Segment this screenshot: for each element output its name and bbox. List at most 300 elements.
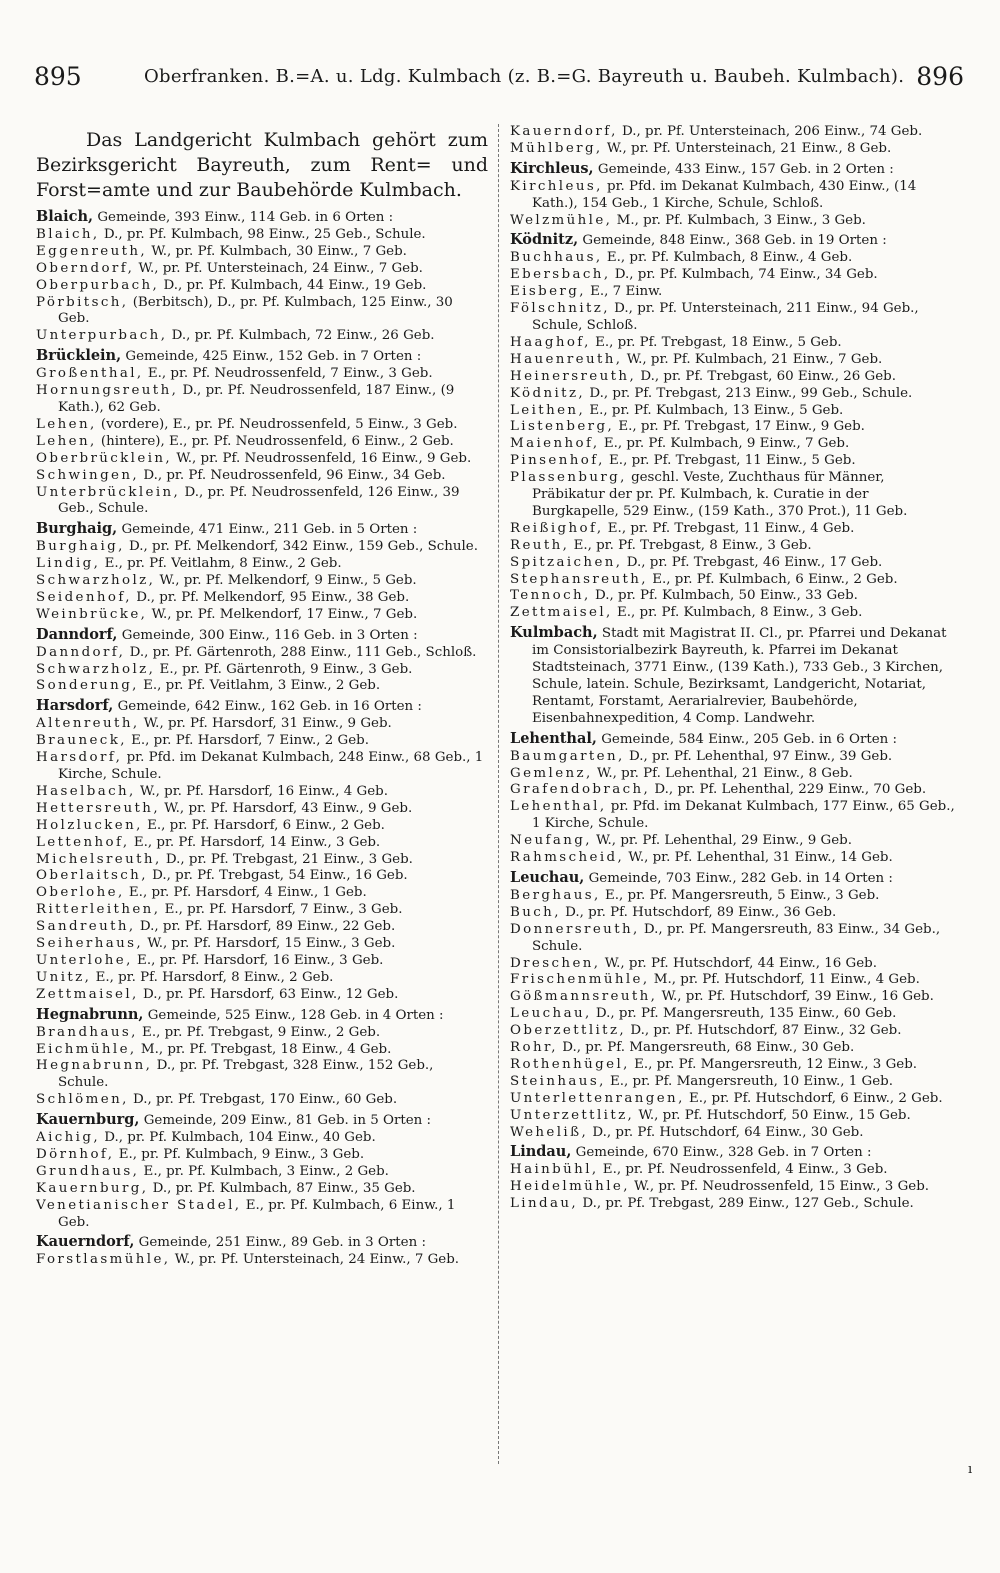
place-details: D., pr. Pf. Kulmbach, 104 Einw., 40 Geb.	[104, 1130, 376, 1146]
place-details: E., pr. Pf. Harsdorf, 14 Einw., 3 Geb.	[133, 834, 381, 850]
place-details: D., pr. Pf. Kulmbach, 72 Einw., 26 Geb.	[171, 328, 435, 344]
gemeinde-summary: Gemeinde, 670 Einw., 328 Geb. in 7 Orten :	[575, 1145, 872, 1161]
place-name: Dörnhof,	[36, 1146, 115, 1162]
place-details: E., pr. Pf. Kulmbach, 9 Einw., 3 Geb.	[118, 1146, 365, 1162]
gemeinde-block	[510, 124, 958, 158]
place-entry	[36, 383, 488, 417]
gemeinde-name: Danndorf,	[36, 625, 118, 643]
place-entry	[36, 607, 488, 624]
gemeinde-name: Kirchleus,	[510, 159, 594, 177]
gemeinde-block	[510, 161, 958, 230]
place-name: Unterlohe,	[36, 952, 133, 968]
place-entry	[510, 352, 958, 369]
gemeinde-block	[36, 1007, 488, 1109]
place-entry	[36, 573, 488, 590]
running-title: Oberfranken. B.=A. u. Ldg. Kulmbach (z. B.=G. Bayreuth u. Baubeh. Kulmbach).	[144, 66, 905, 87]
place-name: Pörbitsch,	[36, 294, 129, 310]
place-entry	[510, 1162, 958, 1179]
place-entry	[36, 919, 488, 936]
place-details: E., pr. Pf. Kulmbach, 3 Einw., 2 Geb.	[143, 1163, 389, 1179]
place-entry	[36, 1198, 488, 1232]
gemeinde-heading	[510, 625, 958, 727]
place-name: Schwarzholz,	[36, 573, 156, 589]
place-name: Danndorf,	[36, 644, 126, 660]
gemeinde-heading	[36, 521, 488, 539]
place-entry	[36, 539, 488, 556]
place-entry	[36, 1130, 488, 1147]
place-name: Oberlohe,	[36, 885, 125, 901]
gemeinde-heading	[510, 161, 958, 179]
place-details: D., pr. Pf. Trebgast, 328 Einw., 152 Geb., Schule.	[58, 1058, 434, 1091]
place-details: E., pr. Pf. Kulmbach, 6 Einw., 1 Geb.	[58, 1197, 456, 1230]
stray-mark: ı	[968, 1462, 973, 1477]
gemeinde-block	[510, 232, 958, 622]
gemeinde-name: Lindau,	[510, 1143, 572, 1161]
left-column	[36, 124, 488, 1564]
place-entry	[510, 470, 958, 521]
place-details: E., pr. Pf. Neudrossenfeld, 7 Einw., 3 Geb.	[147, 366, 433, 382]
place-details: pr. Pfd. im Dekanat Kulmbach, 248 Einw., 68 Geb., 1 Kirche, Schule.	[58, 750, 484, 782]
place-details: E., pr. Pf. Kulmbach, 13 Einw., 5 Geb.	[589, 402, 844, 418]
place-entry	[510, 453, 958, 470]
place-entry	[36, 278, 488, 295]
gemeinde-summary: Gemeinde, 251 Einw., 89 Geb. in 3 Orten :	[138, 1235, 426, 1251]
place-details: W., pr. Pf. Hutschdorf, 39 Einw., 16 Geb.	[661, 989, 934, 1005]
place-details: D., pr. Pf. Melkendorf, 342 Einw., 159 Geb., Schule.	[129, 539, 478, 555]
place-details: E., pr. Pf. Harsdorf, 8 Einw., 2 Geb.	[95, 969, 334, 985]
place-details: D., pr. Pf. Hutschdorf, 87 Einw., 32 Geb.	[630, 1023, 902, 1039]
place-entry	[36, 1147, 488, 1164]
place-details: W., pr. Pf. Kulmbach, 21 Einw., 7 Geb.	[626, 351, 883, 367]
place-name: Buchhaus,	[510, 250, 603, 266]
place-entry	[510, 782, 958, 799]
place-entry	[510, 179, 958, 213]
place-entry	[510, 799, 958, 833]
place-details: E., pr. Pf. Veitlahm, 3 Einw., 2 Geb.	[143, 678, 381, 694]
place-name: Weinbrücke,	[36, 606, 148, 622]
place-details: E., pr. Pf. Kulmbach, 8 Einw., 3 Geb.	[616, 605, 863, 621]
place-details: E., pr. Pf. Veitlahm, 8 Einw., 2 Geb.	[104, 556, 342, 572]
place-name: Rahmscheid,	[510, 850, 625, 866]
place-details: D., pr. Pf. Neudrossenfeld, 187 Einw., (9 Kath.), 62 Geb.	[58, 383, 455, 415]
place-entry	[510, 766, 958, 783]
gemeinde-block	[510, 1144, 958, 1213]
gemeinde-heading	[510, 232, 958, 250]
place-details: W., pr. Pf. Melkendorf, 17 Einw., 7 Geb.	[151, 606, 418, 622]
place-name: Mühlberg,	[510, 140, 603, 156]
place-details: E., pr. Pf. Trebgast, 18 Einw., 5 Geb.	[595, 334, 842, 350]
place-details: D., pr. Pf. Neudrossenfeld, 96 Einw., 34 Geb.	[143, 467, 446, 483]
place-name: Buch,	[510, 904, 561, 920]
place-details: D., pr. Pf. Hutschdorf, 64 Einw., 30 Geb.	[592, 1124, 864, 1140]
place-name: Maienhof,	[510, 436, 600, 452]
intro-paragraph: Das Landgericht Kulmbach gehört zum Bezirksgericht Bayreuth, zum Rent= und Forst=amte und zur Baubehörde Kulmbach.	[36, 129, 488, 201]
place-entry	[36, 1025, 488, 1042]
place-details: W., pr. Pf. Lehenthal, 31 Einw., 14 Geb.	[628, 850, 893, 866]
place-entry	[36, 485, 488, 519]
place-details: M., pr. Pf. Hutschdorf, 11 Einw., 4 Geb.	[653, 972, 920, 988]
place-name: Leithen,	[510, 402, 586, 418]
place-details: (vordere), E., pr. Pf. Neudrossenfeld, 5 Einw., 3 Geb.	[100, 416, 458, 432]
place-entry	[36, 1181, 488, 1198]
place-entry	[510, 572, 958, 589]
place-entry	[510, 267, 958, 284]
place-entry	[510, 1125, 958, 1142]
place-name: Holzlucken,	[36, 817, 143, 833]
place-details: D., pr. Pf. Kulmbach, 74 Einw., 34 Geb.	[614, 267, 878, 283]
place-name: Grundhaus,	[36, 1163, 140, 1179]
place-name: Hettersreuth,	[36, 800, 160, 816]
place-entry	[510, 335, 958, 352]
place-entry	[36, 801, 488, 818]
left-column-blocks	[36, 209, 488, 1269]
gemeinde-summary: Gemeinde, 300 Einw., 116 Geb. in 3 Orten :	[121, 627, 418, 643]
place-details: D., pr. Pf. Gärtenroth, 288 Einw., 111 Geb., Schloß.	[129, 644, 477, 660]
place-entry	[510, 1091, 958, 1108]
place-details: E., pr. Pf. Trebgast, 17 Einw., 9 Geb.	[618, 419, 865, 435]
place-entry	[510, 1057, 958, 1074]
gemeinde-summary: Gemeinde, 642 Einw., 162 Geb. in 16 Orten :	[117, 699, 422, 715]
place-details: D., pr. Pf. Lehenthal, 229 Einw., 70 Geb.	[654, 782, 927, 798]
place-details: D., pr. Pf. Trebgast, 170 Einw., 60 Geb.	[133, 1092, 398, 1108]
place-entry	[510, 1108, 958, 1125]
place-name: Oberndorf,	[36, 260, 135, 276]
place-entry	[36, 366, 488, 383]
place-name: Pinsenhof,	[510, 453, 605, 469]
place-entry	[36, 434, 488, 451]
place-name: Lindau,	[510, 1196, 579, 1212]
gemeinde-name: Kulmbach,	[510, 624, 598, 642]
place-name: Altenreuth,	[36, 716, 140, 732]
gemeinde-summary: Gemeinde, 425 Einw., 152 Geb. in 7 Orten :	[125, 349, 422, 365]
page-number-left: 895	[34, 62, 82, 91]
place-details: D., pr. Pf. Untersteinach, 211 Einw., 94 Geb., Schule, Schloß.	[532, 301, 919, 333]
place-entry	[36, 1252, 488, 1269]
page-header	[34, 62, 964, 96]
gemeinde-heading	[36, 698, 488, 716]
place-entry	[36, 590, 488, 607]
place-entry	[36, 902, 488, 919]
place-name: Reuth,	[510, 537, 570, 553]
place-details: D., pr. Pf. Mangersreuth, 135 Einw., 60 Geb.	[595, 1006, 897, 1022]
place-name: Oberlaitsch,	[36, 868, 148, 884]
place-details: D., pr. Pf. Trebgast, 289 Einw., 127 Geb., Schule.	[582, 1196, 914, 1212]
place-entry	[36, 852, 488, 869]
place-name: Haaghof,	[510, 334, 591, 350]
place-details: W., pr. Pf. Harsdorf, 16 Einw., 4 Geb.	[139, 783, 388, 799]
gemeinde-name: Blaich,	[36, 208, 94, 225]
gemeinde-summary: Gemeinde, 393 Einw., 114 Geb. in 6 Orten :	[97, 210, 394, 225]
gemeinde-block	[36, 521, 488, 623]
place-entry	[510, 1074, 958, 1091]
gemeinde-summary: Gemeinde, 433 Einw., 157 Geb. in 2 Orten :	[597, 161, 894, 177]
place-name: Brandhaus,	[36, 1024, 138, 1040]
place-name: Zettmaisel,	[510, 605, 613, 621]
gemeinde-block	[36, 348, 488, 518]
gemeinde-name: Kauerndorf,	[36, 1233, 135, 1251]
place-name: Stephansreuth,	[510, 571, 648, 587]
gemeinde-heading	[36, 627, 488, 645]
place-name: Rohr,	[510, 1040, 558, 1056]
place-entry	[36, 733, 488, 750]
place-name: Leuchau,	[510, 1006, 592, 1022]
gemeinde-block	[36, 627, 488, 696]
gemeinde-summary: Gemeinde, 525 Einw., 128 Geb. in 4 Orten :	[147, 1007, 444, 1023]
place-details: W., pr. Pf. Untersteinach, 24 Einw., 7 Geb.	[138, 260, 423, 276]
page-number-right: 896	[916, 62, 964, 91]
place-name: Listenberg,	[510, 419, 615, 435]
place-details: D., pr. Pf. Mangersreuth, 68 Einw., 30 Geb.	[562, 1040, 855, 1056]
place-name: Unitz,	[36, 969, 92, 985]
place-details: geschl. Veste, Zuchthaus für Männer, Präbikatur der pr. Pf. Kulmbach, k. Curatie in der Burgkapelle, 529 Einw., (159 Kath., 370 Prot.), 11 Geb.	[532, 470, 908, 519]
place-name: Frischenmühle,	[510, 972, 650, 988]
place-entry	[510, 124, 958, 141]
place-name: Oberbrücklein,	[36, 450, 173, 466]
place-name: Oberpurbach,	[36, 277, 160, 293]
place-details: W., pr. Pf. Harsdorf, 31 Einw., 9 Geb.	[143, 716, 392, 732]
place-name: Hainbühl,	[510, 1162, 599, 1178]
place-name: Reißighof,	[510, 520, 604, 536]
place-entry	[36, 328, 488, 345]
place-details: E., pr. Pf. Trebgast, 9 Einw., 2 Geb.	[142, 1024, 381, 1040]
place-name: Schwingen,	[36, 467, 140, 483]
place-details: W., pr. Pf. Hutschdorf, 50 Einw., 15 Geb.	[638, 1107, 911, 1123]
place-details: D., pr. Pf. Trebgast, 60 Einw., 26 Geb.	[640, 368, 896, 384]
place-details: E., pr. Pf. Harsdorf, 7 Einw., 3 Geb.	[164, 902, 403, 918]
place-details: D., pr. Pf. Melkendorf, 95 Einw., 38 Geb.	[136, 589, 410, 605]
place-entry	[36, 417, 488, 434]
place-name: Harsdorf,	[36, 750, 123, 766]
place-details: D., pr. Pf. Trebgast, 213 Einw., 99 Geb., Schule.	[589, 385, 913, 401]
gemeinde-block	[510, 731, 958, 867]
place-name: Baumgarten,	[510, 748, 625, 764]
place-name: Sandreuth,	[36, 919, 136, 935]
place-entry	[510, 213, 958, 230]
place-details: W., pr. Pf. Melkendorf, 9 Einw., 5 Geb.	[159, 573, 417, 589]
place-entry	[510, 833, 958, 850]
place-name: Ebersbach,	[510, 267, 611, 283]
place-details: E., pr. Pf. Kulmbach, 9 Einw., 7 Geb.	[603, 436, 850, 452]
place-details: pr. Pfd. im Dekanat Kulmbach, 430 Einw., (14 Kath.), 154 Geb., 1 Kirche, Schule, Schloß.	[532, 178, 917, 211]
place-name: Spitzaichen,	[510, 554, 623, 570]
place-entry	[36, 227, 488, 244]
place-entry	[36, 662, 488, 679]
place-name: Oberzettlitz,	[510, 1023, 627, 1039]
place-entry	[510, 588, 958, 605]
place-entry	[510, 250, 958, 267]
place-entry	[510, 605, 958, 622]
gemeinde-summary: Gemeinde, 703 Einw., 282 Geb. in 14 Orten :	[588, 870, 893, 886]
gemeinde-block	[36, 209, 488, 345]
place-entry	[510, 419, 958, 436]
place-name: Kirchleus,	[510, 178, 603, 194]
place-entry	[510, 888, 958, 905]
place-details: W., pr. Pf. Harsdorf, 15 Einw., 3 Geb.	[147, 936, 396, 952]
place-entry	[510, 521, 958, 538]
gemeinde-summary: Gemeinde, 471 Einw., 211 Geb. in 5 Orten :	[121, 522, 418, 538]
place-entry	[510, 436, 958, 453]
gemeinde-name: Brücklein,	[36, 347, 122, 365]
place-name: Dreschen,	[510, 955, 601, 971]
place-details: E., pr. Pf. Harsdorf, 16 Einw., 3 Geb.	[137, 952, 384, 968]
place-name: Steinhaus,	[510, 1073, 606, 1089]
gemeinde-block	[510, 870, 958, 1142]
gemeinde-summary: Gemeinde, 848 Einw., 368 Geb. in 19 Orten :	[582, 233, 887, 249]
place-name: Venetianischer Stadel,	[36, 1197, 242, 1213]
place-name: Unterzettlitz,	[510, 1107, 635, 1123]
place-name: Haselbach,	[36, 783, 136, 799]
gemeinde-heading	[36, 1234, 488, 1252]
place-name: Donnersreuth,	[510, 921, 640, 937]
gemeinde-block	[510, 625, 958, 727]
place-entry	[36, 678, 488, 695]
gemeinde-heading	[36, 1007, 488, 1025]
place-details: E., pr. Pf. Harsdorf, 6 Einw., 2 Geb.	[147, 817, 385, 833]
gemeinde-heading	[36, 348, 488, 366]
place-entry	[36, 987, 488, 1004]
place-entry	[510, 922, 958, 956]
place-entry	[36, 468, 488, 485]
place-entry	[36, 1092, 488, 1109]
place-name: Hauenreuth,	[510, 351, 623, 367]
place-details: D., pr. Pf. Kulmbach, 44 Einw., 19 Geb.	[163, 277, 427, 293]
place-name: Unterlettenrangen,	[510, 1090, 685, 1106]
place-entry	[36, 750, 488, 784]
place-name: Gößmannsreuth,	[510, 989, 658, 1005]
place-name: Berghaus,	[510, 887, 601, 903]
place-details: (Berbitsch), D., pr. Pf. Kulmbach, 125 Einw., 30 Geb.	[58, 294, 453, 327]
place-entry	[510, 555, 958, 572]
place-name: Plassenburg,	[510, 470, 627, 486]
place-name: Seidenhof,	[36, 589, 132, 605]
place-entry	[36, 970, 488, 987]
place-name: Ködnitz,	[510, 385, 586, 401]
place-details: D., pr. Pf. Trebgast, 54 Einw., 16 Geb.	[152, 868, 408, 884]
gemeinde-summary: Stadt mit Magistrat II. Cl., pr. Pfarrei und Dekanat im Consistorialbezirk Bayreuth, k. Pfarrei im Dekanat Stadtsteinach, 3771 Einw., (139 Kath.), 733 Geb., 3 Kirchen, Schule, latein. Schule, Bezirksamt, Landgericht, Notariat, Rentamt, Forstamt, Aerarialrevier, Baubehörde, Eisenbahnexpedition, 4 Comp. Landwehr.	[532, 626, 947, 726]
place-entry	[510, 1006, 958, 1023]
place-details: D., pr. Pf. Trebgast, 46 Einw., 17 Geb.	[626, 554, 883, 570]
place-details: W., pr. Pf. Kulmbach, 30 Einw., 7 Geb.	[151, 243, 407, 259]
place-name: Lindig,	[36, 556, 101, 572]
place-entry	[36, 244, 488, 261]
place-name: Forstlasmühle,	[36, 1252, 171, 1268]
place-name: Neufang,	[510, 833, 592, 849]
place-name: Hegnabrunn,	[36, 1058, 153, 1074]
place-details: D., pr. Pf. Kulmbach, 50 Einw., 33 Geb.	[594, 588, 858, 604]
place-details: W., pr. Pf. Neudrossenfeld, 15 Einw., 3 Geb.	[634, 1179, 930, 1195]
place-details: W., pr. Pf. Hutschdorf, 44 Einw., 16 Geb.	[604, 955, 878, 971]
place-details: D., pr. Pf. Lehenthal, 97 Einw., 39 Geb.	[628, 748, 893, 764]
place-name: Eggenreuth,	[36, 243, 148, 259]
place-details: W., pr. Pf. Lehenthal, 29 Einw., 9 Geb.	[596, 833, 852, 849]
gemeinde-name: Ködnitz,	[510, 231, 579, 249]
gemeinde-name: Lehenthal,	[510, 729, 597, 747]
gemeinde-name: Harsdorf,	[36, 697, 114, 715]
place-entry	[36, 716, 488, 733]
place-entry	[510, 1040, 958, 1057]
place-name: Eisberg,	[510, 284, 586, 300]
place-entry	[510, 905, 958, 922]
place-entry	[510, 1196, 958, 1213]
place-name: Brauneck,	[36, 733, 127, 749]
gemeinde-block	[36, 1234, 488, 1269]
place-details: E., pr. Pf. Trebgast, 8 Einw., 3 Geb.	[573, 537, 812, 553]
place-details: E., 7 Einw.	[590, 284, 663, 300]
place-name: Hornungsreuth,	[36, 383, 179, 399]
place-details: D., pr. Pf. Hutschdorf, 89 Einw., 36 Geb.	[565, 904, 837, 920]
place-details: D., pr. Pf. Untersteinach, 206 Einw., 74 Geb.	[622, 124, 923, 139]
place-entry	[510, 749, 958, 766]
place-details: D., pr. Pf. Neudrossenfeld, 126 Einw., 39 Geb., Schule.	[58, 484, 460, 517]
place-entry	[510, 850, 958, 867]
place-details: E., pr. Pf. Mangersreuth, 5 Einw., 3 Geb.	[604, 887, 880, 903]
place-entry	[36, 556, 488, 573]
place-details: E., pr. Pf. Mangersreuth, 12 Einw., 3 Geb.	[634, 1056, 918, 1072]
gemeinde-summary: Gemeinde, 209 Einw., 81 Geb. in 5 Orten :	[143, 1113, 432, 1129]
place-entry	[36, 936, 488, 953]
place-entry	[36, 295, 488, 329]
place-details: D., pr. Pf. Mangersreuth, 83 Einw., 34 Geb., Schule.	[532, 921, 941, 954]
column-divider	[498, 124, 499, 1464]
gemeinde-heading	[510, 870, 958, 888]
gemeinde-name: Burghaig,	[36, 520, 118, 538]
place-details: D., pr. Pf. Kulmbach, 87 Einw., 35 Geb.	[152, 1180, 416, 1196]
right-column-blocks	[510, 124, 958, 1213]
gemeinde-name: Hegnabrunn,	[36, 1005, 144, 1023]
place-entry	[36, 261, 488, 278]
place-details: E., pr. Pf. Neudrossenfeld, 4 Einw., 3 Geb.	[602, 1162, 888, 1178]
place-details: E., pr. Pf. Kulmbach, 8 Einw., 4 Geb.	[606, 250, 853, 266]
gemeinde-block	[36, 698, 488, 1003]
place-name: Lehenthal,	[510, 799, 607, 815]
place-details: D., pr. Pf. Kulmbach, 98 Einw., 25 Geb., Schule.	[103, 226, 426, 242]
place-details: E., pr. Pf. Trebgast, 11 Einw., 4 Geb.	[607, 520, 855, 536]
place-entry	[36, 1042, 488, 1059]
place-name: Rothenhügel,	[510, 1056, 630, 1072]
place-details: W., pr. Pf. Untersteinach, 21 Einw., 8 Geb.	[606, 140, 892, 156]
place-name: Heidelmühle,	[510, 1179, 630, 1195]
place-details: D., pr. Pf. Harsdorf, 89 Einw., 22 Geb.	[139, 919, 396, 935]
place-details: D., pr. Pf. Harsdorf, 63 Einw., 12 Geb.	[142, 986, 399, 1002]
place-name: Heinersreuth,	[510, 368, 637, 384]
place-name: Tennoch,	[510, 588, 591, 604]
place-name: Weheliß,	[510, 1124, 589, 1140]
place-entry	[36, 451, 488, 468]
place-entry	[510, 538, 958, 555]
place-details: W., pr. Pf. Harsdorf, 43 Einw., 9 Geb.	[164, 800, 413, 816]
place-name: Ritterleithen,	[36, 902, 161, 918]
place-name: Grafendobrach,	[510, 782, 651, 798]
gemeinde-heading	[36, 209, 488, 227]
place-details: E., pr. Pf. Gärtenroth, 9 Einw., 3 Geb.	[159, 661, 413, 677]
place-name: Unterbrücklein,	[36, 484, 181, 500]
place-details: pr. Pfd. im Dekanat Kulmbach, 177 Einw., 65 Geb., 1 Kirche, Schule.	[532, 799, 955, 832]
place-details: E., pr. Pf. Harsdorf, 4 Einw., 1 Geb.	[128, 885, 367, 901]
place-name: Schlömen,	[36, 1092, 129, 1108]
place-details: M., pr. Pf. Kulmbach, 3 Einw., 3 Geb.	[616, 212, 866, 228]
place-entry	[36, 868, 488, 885]
place-name: Lehen,	[36, 416, 97, 432]
place-entry	[510, 369, 958, 386]
place-entry	[36, 784, 488, 801]
place-name: Eichmühle,	[36, 1041, 137, 1057]
place-details: (hintere), E., pr. Pf. Neudrossenfeld, 6 Einw., 2 Geb.	[100, 433, 454, 449]
place-entry	[510, 403, 958, 420]
gemeinde-heading	[510, 1144, 958, 1162]
place-entry	[510, 1179, 958, 1196]
place-name: Zettmaisel,	[36, 986, 139, 1002]
gemeinde-summary: Gemeinde, 584 Einw., 205 Geb. in 6 Orten :	[601, 731, 898, 747]
